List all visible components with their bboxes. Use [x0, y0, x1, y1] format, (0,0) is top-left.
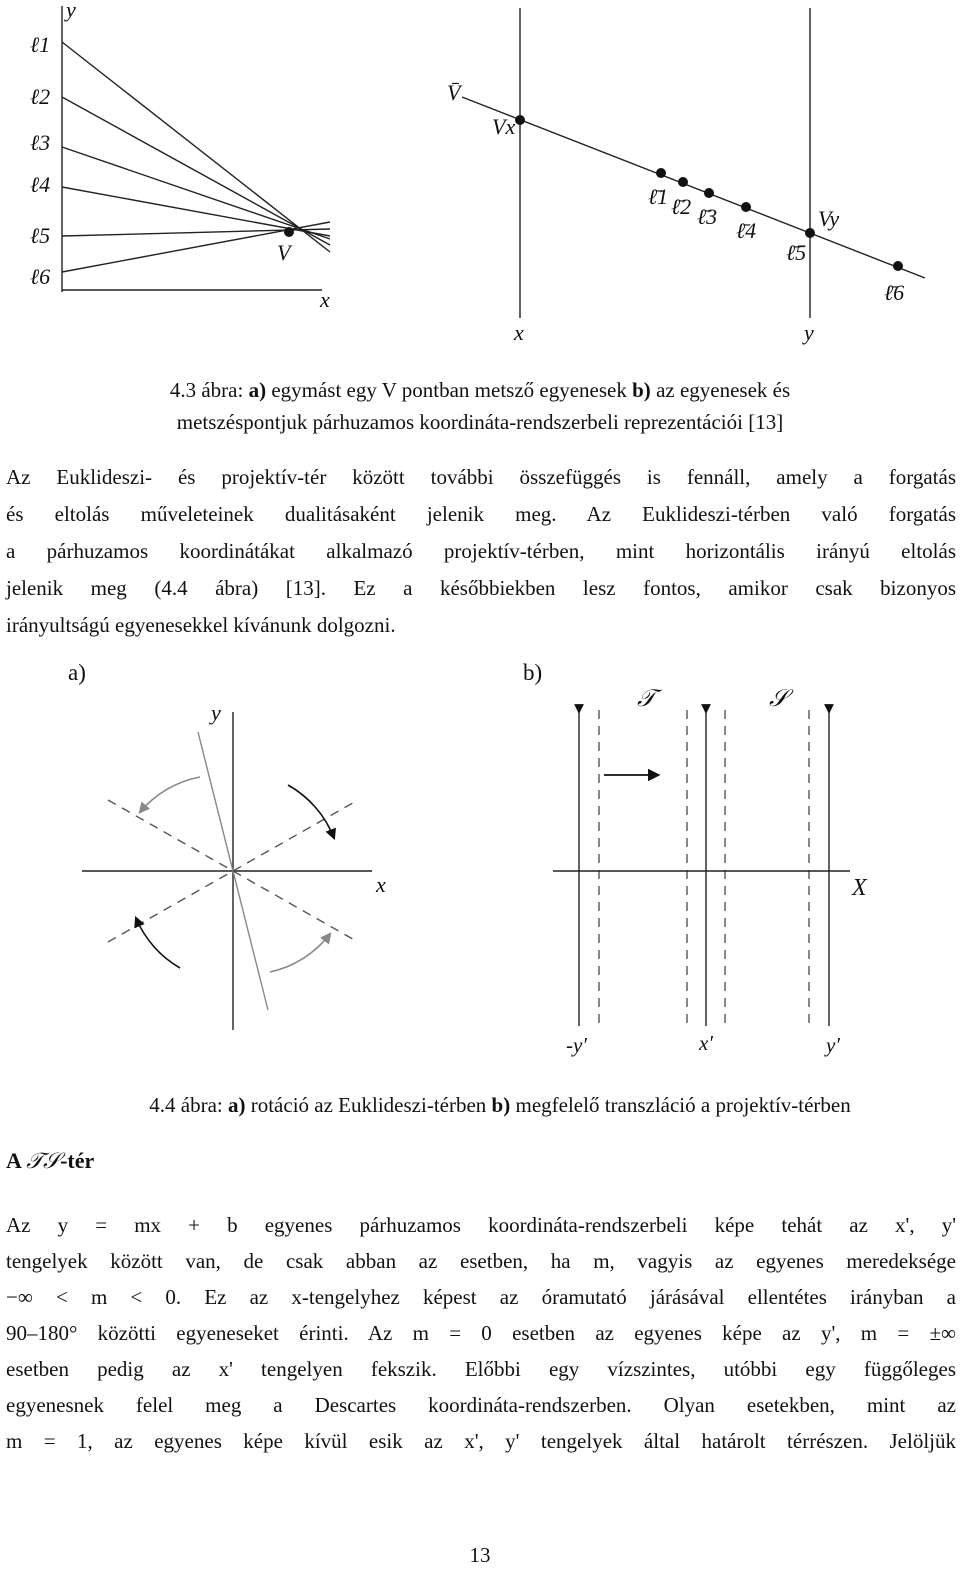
- caption-a-text: rotáció az Euklideszi-térben: [250, 1093, 487, 1117]
- label-Vy: Vy: [818, 206, 840, 231]
- point-Vy: [805, 228, 815, 238]
- b-label-y: y′: [826, 1033, 840, 1057]
- figure-4-4a: [82, 712, 372, 1030]
- label-x: x: [320, 287, 330, 312]
- paragraph-line: irányultságú egyenesekkel kívánunk dolgozni.: [6, 613, 396, 637]
- point-l3-bar: [704, 188, 714, 198]
- paragraph-line: m = 1, az egyenes képe kívül esik az x', y' tengelyek által határolt térrészen. Jelöljük: [6, 1429, 956, 1453]
- point-l1-bar: [656, 168, 666, 178]
- paragraph-line: 90–180° közötti egyeneseket érinti. Az m = 0 esetben az egyenes képe az y', m = ±∞: [6, 1321, 956, 1345]
- paragraph-line: tengelyek között van, de csak abban az esetben, ha m, vagyis az egyenes meredeksége: [6, 1249, 956, 1273]
- paragraph-line: egyenesnek felel meg a Descartes koordináta-rendszerben. Olyan esetekben, mint az: [6, 1393, 956, 1417]
- point-l6-bar: [893, 261, 903, 271]
- heading-suffix: -tér: [60, 1148, 95, 1173]
- caption-prefix: 4.3 ábra:: [169, 378, 244, 402]
- section-heading: [6, 1148, 94, 1174]
- paragraph-line: Az Euklideszi- és projektív-tér között további összefüggés is fennáll, amely a forgatás: [6, 465, 956, 489]
- line-V-bar: [462, 97, 925, 278]
- paragraph-line: a párhuzamos koordinátákat alkalmazó projektív-térben, mint horizontális irányú eltolás: [6, 539, 956, 563]
- label-Vx: Vx: [492, 114, 516, 139]
- label-l1: ℓ1: [30, 32, 51, 57]
- heading-prefix: A: [6, 1148, 21, 1173]
- caption-b-text: megfelelő transzláció a projektív-térben: [515, 1093, 851, 1117]
- caption-a-text: egymást egy V pontban metsző egyenesek: [271, 378, 627, 402]
- label-l5: ℓ5: [30, 223, 51, 248]
- b-label-S: 𝒮: [769, 686, 788, 712]
- figure-4-3: [0, 0, 960, 350]
- b-label-T: 𝒯: [637, 686, 656, 712]
- label-l5-bar: ℓ̄5: [786, 240, 807, 265]
- paragraph-2: [6, 1207, 956, 1459]
- caption-b-label: b): [632, 378, 651, 402]
- label-l4: ℓ4: [30, 172, 51, 197]
- figure-4-4-caption: [20, 1089, 960, 1121]
- label-l6: ℓ6: [30, 264, 51, 289]
- paragraph-line: jelenik meg (4.4 ábra) [13]. Ez a későbbiekben lesz fontos, amikor csak bizonyos: [6, 576, 956, 600]
- label-l3-bar: ℓ̄3: [697, 204, 718, 229]
- point-V: [284, 227, 294, 237]
- label-axis-y: y: [804, 320, 814, 345]
- label-l3: ℓ3: [30, 130, 51, 155]
- label-y: y: [66, 0, 76, 22]
- label-l1-bar: ℓ̄1: [648, 184, 669, 209]
- a-label-y: y: [211, 700, 221, 725]
- line-l1: [62, 42, 330, 252]
- a-arc-arrow-4: [270, 934, 330, 972]
- point-l2-bar: [678, 177, 688, 187]
- caption-a-label: a): [248, 378, 267, 402]
- point-Vx: [515, 115, 525, 125]
- paragraph-1: [6, 459, 956, 644]
- caption-prefix: 4.4 ábra:: [149, 1093, 223, 1117]
- caption-b-label: b): [491, 1093, 511, 1117]
- a-arc-arrow-2: [288, 785, 334, 838]
- label-axis-x: x: [514, 320, 524, 345]
- a-label-x: x: [376, 872, 386, 897]
- caption-b-text: az egyenesek és: [656, 378, 791, 402]
- label-l6-bar: ℓ̄6: [884, 280, 905, 305]
- label-l2: ℓ2: [30, 84, 51, 109]
- figure-4-4: [0, 650, 960, 1070]
- b-label-X: X: [852, 875, 867, 901]
- page-number: 13: [469, 1543, 491, 1567]
- label-V: V: [277, 240, 291, 265]
- b-label-x: x′: [699, 1031, 713, 1055]
- paragraph-line: esetben pedig az x' tengelyen fekszik. Előbbi egy vízszintes, utóbbi egy függőleges: [6, 1357, 956, 1381]
- line-l2: [62, 97, 330, 245]
- line-l3: [62, 147, 330, 239]
- a-arc-arrow-3: [136, 918, 180, 968]
- label-V-bar: V̄: [447, 80, 461, 105]
- figure-4-4a-label: a): [68, 660, 86, 685]
- paragraph-line: −∞ < m < 0. Ez az x-tengelyhez képest az óramutató járásával ellentétes irányban a: [6, 1285, 956, 1309]
- paragraph-line: Az y = mx + b egyenes párhuzamos koordináta-rendszerbeli képe tehát az x', y': [6, 1213, 956, 1237]
- paragraph-line: és eltolás műveleteinek dualitásaként jelenik meg. Az Euklideszi-térben való forgatás: [6, 502, 956, 526]
- figure-4-4b-label: b): [523, 660, 543, 685]
- b-label-neg-y: -y′: [566, 1033, 587, 1057]
- figure-4-3-caption: [0, 374, 960, 438]
- figure-4-4b: [553, 710, 850, 1028]
- label-l2-bar: ℓ̄2: [671, 194, 692, 219]
- point-l4-bar: [741, 202, 751, 212]
- label-l4-bar: ℓ̄4: [736, 218, 757, 243]
- caption-a-label: a): [227, 1093, 246, 1117]
- figure-4-3b: [462, 8, 925, 318]
- heading-ts-symbol: 𝒯𝒮: [26, 1149, 61, 1174]
- a-arc-arrow-1: [140, 777, 200, 812]
- caption-line-2: metszéspontjuk párhuzamos koordináta-rendszerbeli reprezentációi [13]: [176, 410, 784, 434]
